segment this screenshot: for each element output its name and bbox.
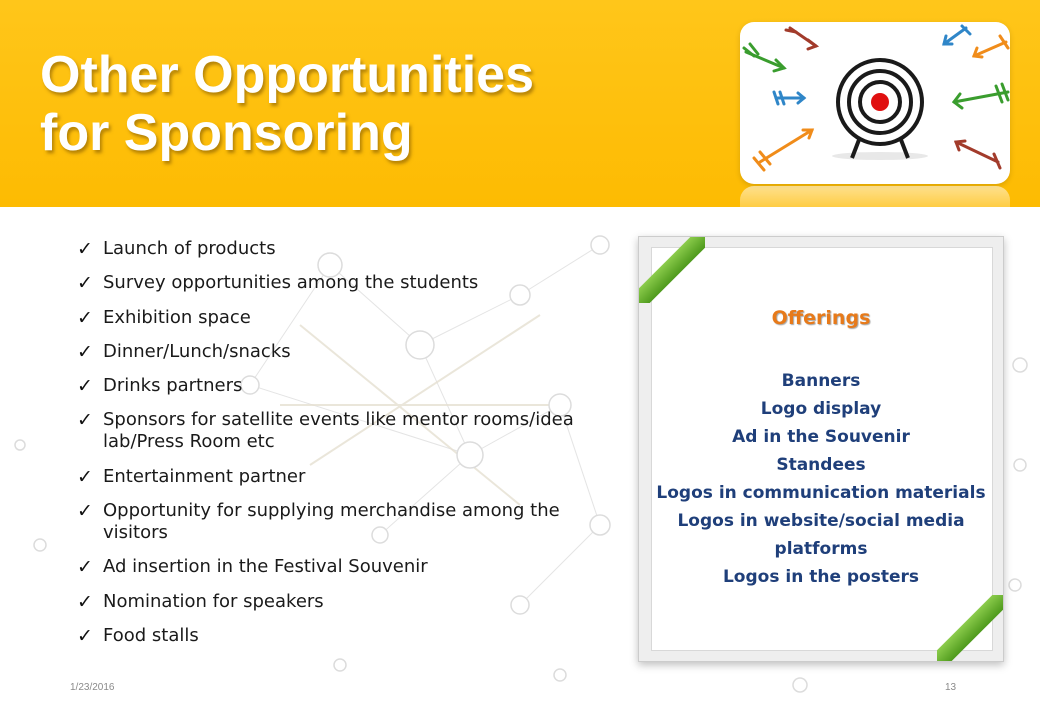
bullet-item: ✓ Exhibition space <box>77 306 251 329</box>
checkmark-icon: ✓ <box>77 500 93 523</box>
checkmark-icon: ✓ <box>77 238 93 260</box>
checkmark-icon: ✓ <box>77 590 93 613</box>
checkmark-icon: ✓ <box>77 375 93 398</box>
bullet-item: ✓ Entertainment partner <box>77 465 306 488</box>
bullet-item: ✓ Survey opportunities among the students <box>77 272 479 295</box>
sponsorship-bullet-list <box>75 238 575 659</box>
offering-item: Banners <box>781 371 861 391</box>
checkmark-icon: ✓ <box>77 409 93 432</box>
offering-item: Ad in the Souvenir <box>732 427 910 447</box>
card-reflection <box>740 186 1010 226</box>
corner-ribbon-bottom-right <box>937 595 1003 661</box>
bullet-item: ✓ Ad insertion in the Festival Souvenir <box>77 556 428 579</box>
offerings-title: Offerings <box>771 307 871 329</box>
bullet-item: ✓ Dinner/Lunch/snacks <box>77 340 291 363</box>
target-arrows-icon <box>740 22 1010 184</box>
bullet-item: ✓ Launch of products <box>77 238 276 260</box>
checkmark-icon: ✓ <box>77 465 93 488</box>
offering-item: Logo display <box>760 399 882 419</box>
slide-title: Other Opportunities for Sponsoring <box>40 46 534 162</box>
offerings-panel <box>638 236 1004 662</box>
checkmark-icon: ✓ <box>77 272 93 295</box>
bullet-item: ✓ Drinks partners <box>77 375 243 398</box>
target-illustration <box>740 22 1010 184</box>
checkmark-icon: ✓ <box>77 556 93 579</box>
offerings-list <box>639 367 1003 591</box>
offering-item: Standees <box>776 455 866 475</box>
bullet-item: ✓ Opportunity for supplying merchandise among the visitors <box>77 500 560 544</box>
footer-date: 1/23/2016 <box>70 682 115 693</box>
bullet-item: ✓ Nomination for speakers <box>77 590 324 613</box>
bullet-item: ✓ Sponsors for satellite events like mentor rooms/idea lab/Press Room etc <box>77 409 574 453</box>
bullet-item: ✓ Food stalls <box>77 624 199 647</box>
page-number: 13 <box>945 682 957 693</box>
checkmark-icon: ✓ <box>77 624 93 647</box>
corner-ribbon-top-left <box>639 237 705 303</box>
offering-item: Logos in communication materials <box>656 483 986 503</box>
checkmark-icon: ✓ <box>77 340 93 363</box>
checkmark-icon: ✓ <box>77 306 93 329</box>
offering-item: Logos in website/social media platforms <box>677 511 965 559</box>
offering-item: Logos in the posters <box>722 567 920 587</box>
